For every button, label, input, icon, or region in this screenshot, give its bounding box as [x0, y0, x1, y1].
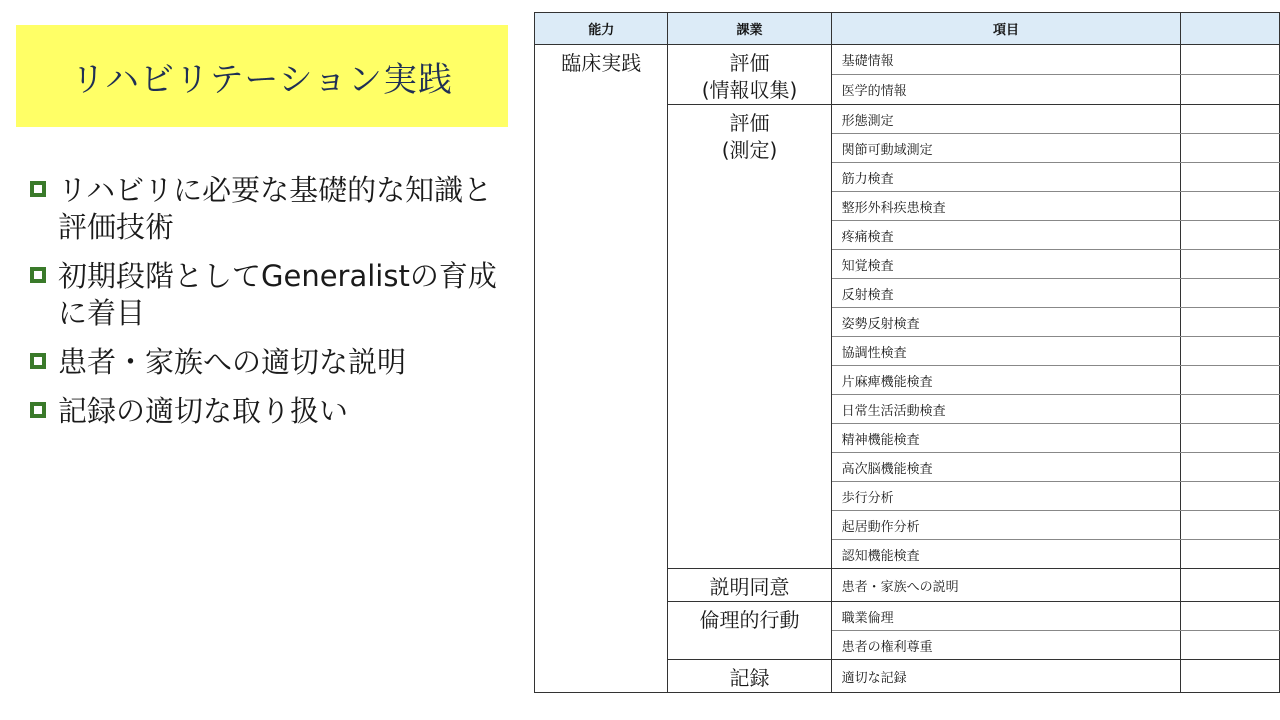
extra-cell: [1181, 631, 1280, 660]
item-cell: 起居動作分析: [831, 511, 1181, 540]
extra-cell: [1181, 105, 1280, 134]
item-cell: 職業倫理: [831, 602, 1181, 631]
header-task: 課業: [668, 13, 831, 45]
item-cell: 基礎情報: [831, 45, 1181, 75]
bullet-text: リハビリに必要な基礎的な知識と評価技術: [58, 173, 493, 244]
table-body: [535, 45, 1280, 693]
extra-cell: [1181, 453, 1280, 482]
bullet-list: [30, 172, 510, 442]
item-cell: 関節可動域測定: [831, 134, 1181, 163]
extra-cell: [1181, 602, 1280, 631]
extra-cell: [1181, 511, 1280, 540]
item-cell: 筋力検査: [831, 163, 1181, 192]
item-cell: 片麻痺機能検査: [831, 366, 1181, 395]
extra-cell: [1181, 424, 1280, 453]
bullet-text: 初期段階としてGeneralistの育成に着目: [58, 259, 497, 330]
item-cell: 認知機能検査: [831, 540, 1181, 569]
item-cell: 適切な記録: [831, 660, 1181, 693]
item-cell: 知覚検査: [831, 250, 1181, 279]
extra-cell: [1181, 569, 1280, 602]
square-bullet-icon: [30, 402, 46, 418]
slide-title-box: [16, 25, 508, 127]
square-bullet-icon: [30, 267, 46, 283]
extra-cell: [1181, 308, 1280, 337]
header-extra: [1181, 13, 1280, 45]
bullet-item: [30, 172, 510, 246]
bullet-text: 患者・家族への適切な説明: [58, 345, 407, 379]
task-cell: 倫理的行動: [668, 602, 831, 660]
item-cell: 患者・家族への説明: [831, 569, 1181, 602]
item-cell: 形態測定: [831, 105, 1181, 134]
item-cell: 疼痛検査: [831, 221, 1181, 250]
table-header-row: [535, 13, 1280, 45]
extra-cell: [1181, 163, 1280, 192]
item-cell: 患者の権利尊重: [831, 631, 1181, 660]
extra-cell: [1181, 192, 1280, 221]
extra-cell: [1181, 221, 1280, 250]
extra-cell: [1181, 337, 1280, 366]
extra-cell: [1181, 366, 1280, 395]
item-cell: 姿勢反射検査: [831, 308, 1181, 337]
extra-cell: [1181, 75, 1280, 105]
task-cell: 記録: [668, 660, 831, 693]
item-cell: 整形外科疾患検査: [831, 192, 1181, 221]
slide-title: リハビリテーション実践: [71, 59, 453, 100]
extra-cell: [1181, 45, 1280, 75]
extra-cell: [1181, 395, 1280, 424]
item-cell: 協調性検査: [831, 337, 1181, 366]
bullet-item: [30, 258, 510, 332]
item-cell: 精神機能検査: [831, 424, 1181, 453]
extra-cell: [1181, 660, 1280, 693]
table-row: [535, 45, 1280, 75]
extra-cell: [1181, 250, 1280, 279]
extra-cell: [1181, 134, 1280, 163]
item-cell: 医学的情報: [831, 75, 1181, 105]
header-item: 項目: [831, 13, 1181, 45]
extra-cell: [1181, 540, 1280, 569]
item-cell: 歩行分析: [831, 482, 1181, 511]
square-bullet-icon: [30, 181, 46, 197]
bullet-item: [30, 393, 510, 430]
header-ability: 能力: [535, 13, 668, 45]
item-cell: 高次脳機能検査: [831, 453, 1181, 482]
ability-cell: 臨床実践: [535, 45, 668, 693]
bullet-item: [30, 344, 510, 381]
skills-table: [534, 12, 1280, 693]
extra-cell: [1181, 279, 1280, 308]
square-bullet-icon: [30, 353, 46, 369]
bullet-text: 記録の適切な取り扱い: [58, 394, 349, 428]
skills-table-container: [534, 12, 1280, 710]
task-cell: 評価 (測定): [668, 105, 831, 569]
task-cell: 評価 (情報収集): [668, 45, 831, 105]
extra-cell: [1181, 482, 1280, 511]
item-cell: 反射検査: [831, 279, 1181, 308]
item-cell: 日常生活活動検査: [831, 395, 1181, 424]
task-cell: 説明同意: [668, 569, 831, 602]
